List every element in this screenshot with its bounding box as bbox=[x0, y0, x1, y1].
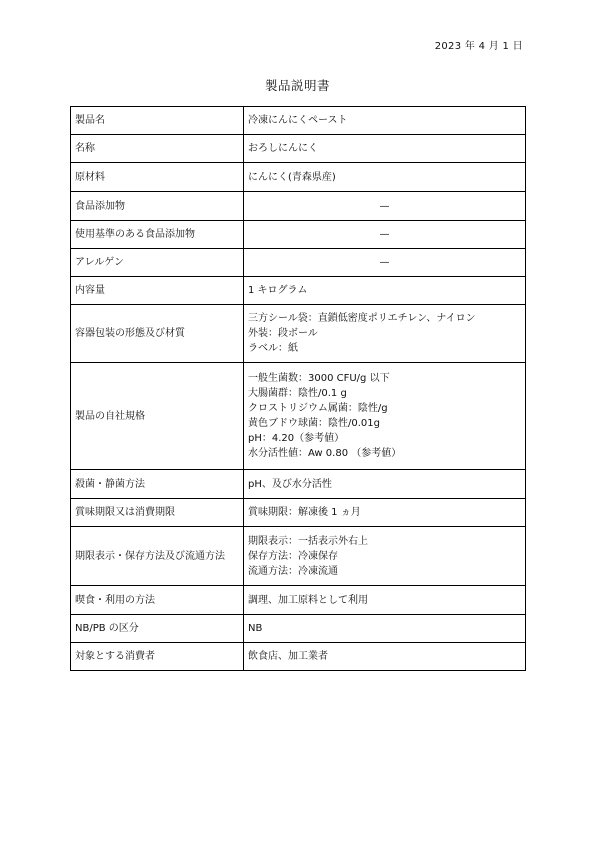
row-label: 原材料 bbox=[71, 163, 244, 192]
table-row bbox=[71, 221, 526, 249]
row-value: おろしにんにく bbox=[244, 135, 526, 163]
table-row bbox=[71, 192, 526, 221]
row-value: 飲食店、加工業者 bbox=[244, 643, 526, 671]
table-row bbox=[71, 305, 526, 363]
table-row bbox=[71, 135, 526, 163]
row-value: 期限表示：一括表示外右上 保存方法：冷凍保存 流通方法：冷凍流通 bbox=[244, 527, 526, 586]
table-row bbox=[71, 586, 526, 615]
row-label: 製品の自社規格 bbox=[71, 363, 244, 470]
row-value: 賞味期限：解凍後 1 ヵ月 bbox=[244, 499, 526, 527]
document-date: 2023 年 4 月 1 日 bbox=[434, 41, 523, 52]
row-value: — bbox=[244, 249, 526, 277]
table-row bbox=[71, 107, 526, 135]
row-label: 食品添加物 bbox=[71, 192, 244, 221]
row-value: 調理、加工原料として利用 bbox=[244, 586, 526, 615]
row-label: 内容量 bbox=[71, 277, 244, 305]
row-label: 容器包装の形態及び材質 bbox=[71, 305, 244, 363]
table-row bbox=[71, 527, 526, 586]
table-row bbox=[71, 499, 526, 527]
row-value: にんにく(青森県産) bbox=[244, 163, 526, 192]
row-label: 対象とする消費者 bbox=[71, 643, 244, 671]
document-title: 製品説明書 bbox=[264, 78, 330, 93]
row-value: 三方シール袋：直鎖低密度ポリエチレン、ナイロン 外装：段ボール ラベル：紙 bbox=[244, 305, 526, 363]
row-label: 賞味期限又は消費期限 bbox=[71, 499, 244, 527]
row-value: — bbox=[244, 192, 526, 221]
table-row bbox=[71, 470, 526, 499]
row-label: 殺菌・静菌方法 bbox=[71, 470, 244, 499]
table-row bbox=[71, 277, 526, 305]
row-value: — bbox=[244, 221, 526, 249]
row-label: 製品名 bbox=[71, 107, 244, 135]
table-row bbox=[71, 363, 526, 470]
row-value: pH、及び水分活性 bbox=[244, 470, 526, 499]
table-row bbox=[71, 643, 526, 671]
row-value: 一般生菌数：3000 CFU/g 以下 大腸菌群：陰性/0.1 g クロストリジウム属菌：陰性/g 黄色ブドウ球菌：陰性/0.01g pH：4.20（参考値） 水分活性値：Aw 0.80 （参考値） bbox=[244, 363, 526, 470]
table-row bbox=[71, 163, 526, 192]
row-label: 使用基準のある食品添加物 bbox=[71, 221, 244, 249]
row-label: 期限表示・保存方法及び流通方法 bbox=[71, 527, 244, 586]
row-label: 喫食・利用の方法 bbox=[71, 586, 244, 615]
row-value: NB bbox=[244, 615, 526, 643]
table-row bbox=[71, 615, 526, 643]
row-label: 名称 bbox=[71, 135, 244, 163]
product-spec-table bbox=[70, 106, 526, 671]
table-row bbox=[71, 249, 526, 277]
row-label: アレルゲン bbox=[71, 249, 244, 277]
row-value: 1 キログラム bbox=[244, 277, 526, 305]
row-label: NB/PB の区分 bbox=[71, 615, 244, 643]
row-value: 冷凍にんにくペースト bbox=[244, 107, 526, 135]
